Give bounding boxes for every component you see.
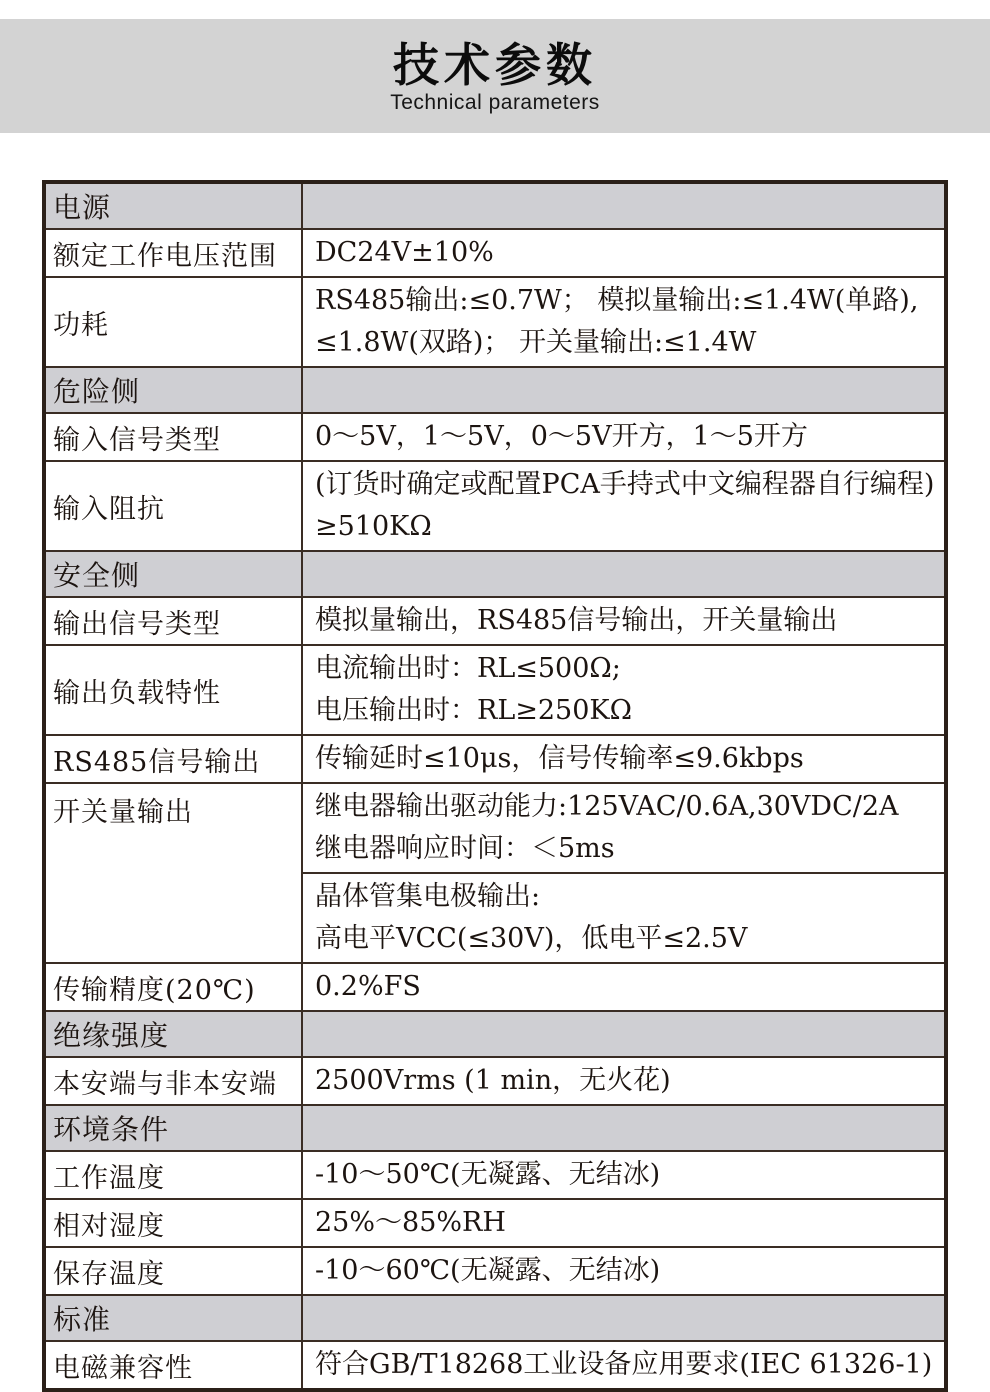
row-label: 开关量输出	[46, 784, 303, 962]
row-label: 额定工作电压范围	[46, 230, 303, 276]
row-label: 相对湿度	[46, 1200, 303, 1246]
row-label: 保存温度	[46, 1248, 303, 1294]
table-row	[46, 1340, 944, 1388]
section-value-empty	[303, 552, 944, 596]
table-row	[46, 1150, 944, 1198]
row-label: RS485信号输出	[46, 736, 303, 782]
table-row	[46, 412, 944, 460]
row-value	[303, 414, 944, 460]
value-line: 2500Vrms (1 min，无火花)	[315, 1065, 671, 1096]
value-line: 25%～85%RH	[315, 1207, 506, 1238]
value-line: 0.2%FS	[315, 971, 421, 1002]
table-row	[46, 1198, 944, 1246]
value-line: 电压输出时：RL≥250KΩ	[315, 695, 632, 726]
row-value	[303, 1058, 944, 1104]
section-row-insulation	[46, 1010, 944, 1056]
row-label: 输出信号类型	[46, 598, 303, 644]
section-label: 环境条件	[46, 1106, 303, 1150]
page-subtitle: Technical parameters	[390, 91, 600, 114]
value-line: 模拟量输出，RS485信号输出，开关量输出	[315, 605, 838, 636]
table-row	[46, 596, 944, 644]
section-label: 标准	[46, 1296, 303, 1340]
section-value-empty	[303, 368, 944, 412]
row-value	[303, 1342, 944, 1388]
section-label: 安全侧	[46, 552, 303, 596]
section-label: 绝缘强度	[46, 1012, 303, 1056]
row-label: 工作温度	[46, 1152, 303, 1198]
section-row-standard	[46, 1294, 944, 1340]
section-label: 电源	[46, 184, 303, 228]
row-label: 功耗	[46, 278, 303, 366]
value-line: RS485输出:≤0.7W； 模拟量输出:≤1.4W(单路),	[315, 285, 919, 316]
value-line: 继电器输出驱动能力:125VAC/0.6A,30VDC/2A	[315, 791, 899, 822]
row-value	[303, 598, 944, 644]
page-header-band	[0, 19, 990, 133]
section-value-empty	[303, 1106, 944, 1150]
row-value	[303, 736, 944, 782]
section-label: 危险侧	[46, 368, 303, 412]
value-line: 晶体管集电极输出:	[315, 881, 541, 912]
row-label: 输出负载特性	[46, 646, 303, 734]
spec-table	[42, 180, 948, 1392]
value-line: 高电平VCC(≤30V)，低电平≤2.5V	[315, 923, 748, 954]
row-value	[303, 1248, 944, 1294]
value-line: ≥510KΩ	[315, 511, 432, 542]
value-line: 电流输出时：RL≤500Ω;	[315, 653, 621, 684]
value-block-relay	[303, 784, 944, 872]
table-row	[46, 460, 944, 550]
row-label: 本安端与非本安端	[46, 1058, 303, 1104]
value-line: DC24V±10%	[315, 237, 494, 268]
row-value-split	[303, 784, 944, 962]
row-value	[303, 964, 944, 1010]
row-value	[303, 1200, 944, 1246]
row-value	[303, 1152, 944, 1198]
value-line: -10～60℃(无凝露、无结冰)	[315, 1255, 661, 1286]
value-line: (订货时确定或配置PCA手持式中文编程器自行编程)	[315, 469, 935, 500]
table-row	[46, 644, 944, 734]
row-value	[303, 646, 944, 734]
section-row-hazard-side	[46, 366, 944, 412]
value-line: 符合GB/T18268工业设备应用要求(IEC 61326-1)	[315, 1349, 933, 1380]
value-line: -10～50℃(无凝露、无结冰)	[315, 1159, 661, 1190]
row-value	[303, 278, 944, 366]
value-line: 继电器响应时间：＜5ms	[315, 833, 615, 864]
table-row	[46, 734, 944, 782]
section-row-environment	[46, 1104, 944, 1150]
row-label: 电磁兼容性	[46, 1342, 303, 1388]
value-line: 传输延时≤10μs，信号传输率≤9.6kbps	[315, 743, 804, 774]
value-line: ≤1.8W(双路)； 开关量输出:≤1.4W	[315, 327, 757, 358]
row-label: 输入信号类型	[46, 414, 303, 460]
table-row	[46, 1056, 944, 1104]
table-row-switch-output	[46, 782, 944, 962]
section-row-safe-side	[46, 550, 944, 596]
row-value	[303, 230, 944, 276]
table-row	[46, 962, 944, 1010]
section-value-empty	[303, 1012, 944, 1056]
row-label: 输入阻抗	[46, 462, 303, 550]
value-block-transistor	[303, 872, 944, 962]
section-row-power	[46, 184, 944, 228]
page-title: 技术参数	[393, 39, 597, 91]
table-row	[46, 1246, 944, 1294]
row-label: 传输精度(20℃)	[46, 964, 303, 1010]
value-line: 0～5V，1～5V，0～5V开方，1～5开方	[315, 421, 808, 452]
section-value-empty	[303, 184, 944, 228]
section-value-empty	[303, 1296, 944, 1340]
row-value	[303, 462, 944, 550]
table-row	[46, 228, 944, 276]
table-row	[46, 276, 944, 366]
